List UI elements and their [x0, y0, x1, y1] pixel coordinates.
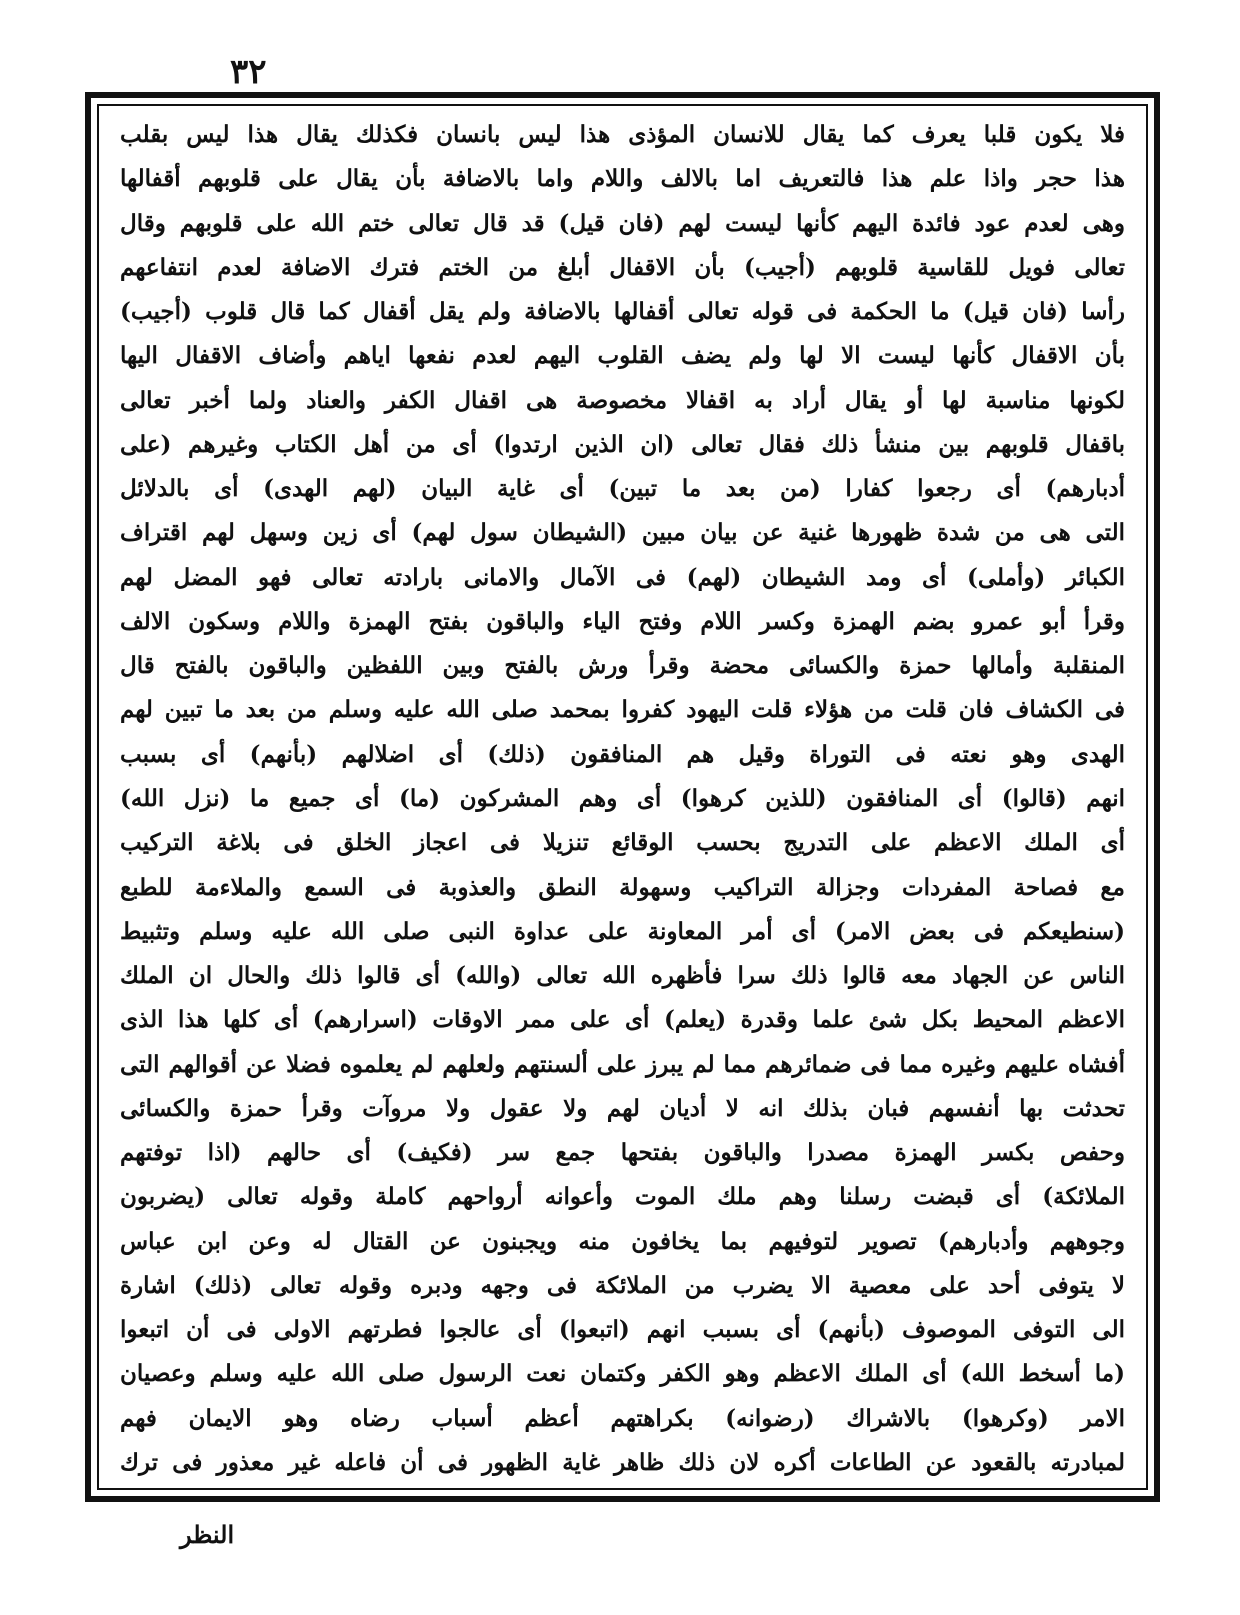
- text-line: بأن الاقفال كأنها ليست الا لها ولم يضف القلوب اليهم لعدم نفعها اياهم وأضاف الاقفال اليها: [120, 342, 1125, 370]
- text-line: الناس عن الجهاد معه قالوا ذلك سرا فأظهره الله تعالى (والله) أى قالوا ذلك والحال ان الملك: [120, 962, 1125, 990]
- text-line: لكونها مناسبة لها أو يقال أراد به اقفالا مخصوصة هى اقفال الكفر والعناد ولما أخبر تعالى: [120, 386, 1125, 414]
- text-line: المنقلبة وأمالها حمزة والكسائى محضة وقرأ ورش بالفتح وبين اللفظين والباقون بالفتح قال: [120, 652, 1125, 680]
- text-line: لا يتوفى أحد على معصية الا يضرب من الملائكة فى وجهه ودبره وقوله تعالى (ذلك) اشارة: [120, 1271, 1125, 1299]
- text-line: تحدثت بها أنفسهم فبان بذلك انه لا أديان لهم ولا عقول ولا مروآت وقرأ حمزة والكسائى: [120, 1094, 1125, 1122]
- text-line: الكبائر (وأملى) أى ومد الشيطان (لهم) فى الآمال والامانى بارادته تعالى فهو المضل لهم: [120, 563, 1125, 591]
- text-line: الهدى وهو نعته فى التوراة وقيل هم المنافقون (ذلك) أى اضلالهم (بأنهم) أى بسبب: [120, 740, 1125, 768]
- page-number: ٣٢: [230, 52, 267, 92]
- text-line: فلا يكون قلبا يعرف كما يقال للانسان المؤذى هذا ليس بانسان فكذلك يقال هذا ليس بقلب: [120, 121, 1125, 148]
- catchword: النظر: [180, 1520, 235, 1549]
- text-line: وحفص بكسر الهمزة مصدرا والباقون بفتحها جمع سر (فكيف) أى حالهم (اذا توفتهم: [120, 1139, 1125, 1167]
- text-line: أفشاه عليهم وغيره مما فى ضمائرهم مما لم يبرز على ألسنتهم ولعلهم لم يعلموه فضلا عن أقوالهم التى: [120, 1050, 1125, 1078]
- text-line: فى الكشاف فان قلت من هؤلاء قلت اليهود كفروا بمحمد صلى الله عليه وسلم من بعد ما تبين لهم: [120, 696, 1125, 724]
- body-text: [120, 114, 1125, 1484]
- text-line: رأسا (فان قيل) ما الحكمة فى قوله تعالى أقفالها بالاضافة ولم يقل أقفال كما قال قلوب (أجيب): [120, 298, 1125, 326]
- text-line: الاعظم المحيط بكل شئ علما وقدرة (يعلم) أى على ممر الاوقات (اسرارهم) أى كلها هذا الذى: [120, 1006, 1125, 1034]
- text-line: الى التوفى الموصوف (بأنهم) أى بسبب انهم (اتبعوا) أى عالجوا فطرتهم الاولى فى أن اتبعوا: [120, 1316, 1125, 1344]
- text-line: انهم (قالوا) أى المنافقون (للذين كرهوا) أى وهم المشركون (ما) أى جميع ما (نزل الله): [120, 784, 1125, 812]
- text-line: وهى لعدم عود فائدة اليهم كأنها ليست لهم (فان قيل) قد قال تعالى ختم الله على قلوبهم وقال: [120, 209, 1125, 237]
- text-line: الامر (وكرهوا) بالاشراك (رضوانه) بكراهتهم أعظم أسباب رضاه وهو الايمان فهم: [120, 1404, 1125, 1432]
- text-line: الملائكة) أى قبضت رسلنا وهم ملك الموت وأعوانه أرواحهم كاملة وقوله تعالى (يضربون: [120, 1183, 1125, 1211]
- text-line: لمبادرته بالقعود عن الطاعات أكره لان ذلك ظاهر غاية الظهور فى أن فاعله غير معذور فى ترك: [120, 1448, 1125, 1476]
- text-line: هذا حجر واذا علم هذا فالتعريف اما بالالف واللام واما بالاضافة بأن يقال على قلوبهم أقفالها: [120, 165, 1125, 193]
- text-line: وقرأ أبو عمرو بضم الهمزة وكسر اللام وفتح الياء والباقون بفتح الهمزة واللام وسكون الالف: [120, 607, 1125, 635]
- text-line: (سنطيعكم فى بعض الامر) أى أمر المعاونة على عداوة النبى صلى الله عليه وسلم وتثبيط: [120, 917, 1125, 945]
- text-line: (ما أسخط الله) أى الملك الاعظم وهو الكفر وكتمان نعت الرسول صلى الله عليه وسلم وعصيان: [120, 1360, 1125, 1388]
- text-line: وجوههم وأدبارهم) تصوير لتوفيهم بما يخافون منه ويجبنون عن القتال له وعن ابن عباس: [120, 1227, 1125, 1255]
- text-line: باقفال قلوبهم بين منشأ ذلك فقال تعالى (ان الذين ارتدوا) أى من أهل الكتاب وغيرهم (على: [120, 430, 1125, 458]
- text-line: أدبارهم) أى رجعوا كفارا (من بعد ما تبين) أى غاية البيان (لهم الهدى) أى بالدلائل: [120, 475, 1125, 503]
- text-line: تعالى فويل للقاسية قلوبهم (أجيب) بأن الاقفال أبلغ من الختم فترك الاضافة لعدم انتفاعهم: [120, 253, 1125, 281]
- text-line: أى الملك الاعظم على التدريج بحسب الوقائع تنزيلا فى اعجاز الخلق فى بلاغة التركيب: [120, 829, 1125, 857]
- text-line: مع فصاحة المفردات وجزالة التراكيب وسهولة النطق والعذوبة فى السمع والملاءمة للطبع: [120, 873, 1125, 901]
- text-line: التى هى من شدة ظهورها غنية عن بيان مبين (الشيطان سول لهم) أى زين وسهل لهم اقتراف: [120, 519, 1125, 547]
